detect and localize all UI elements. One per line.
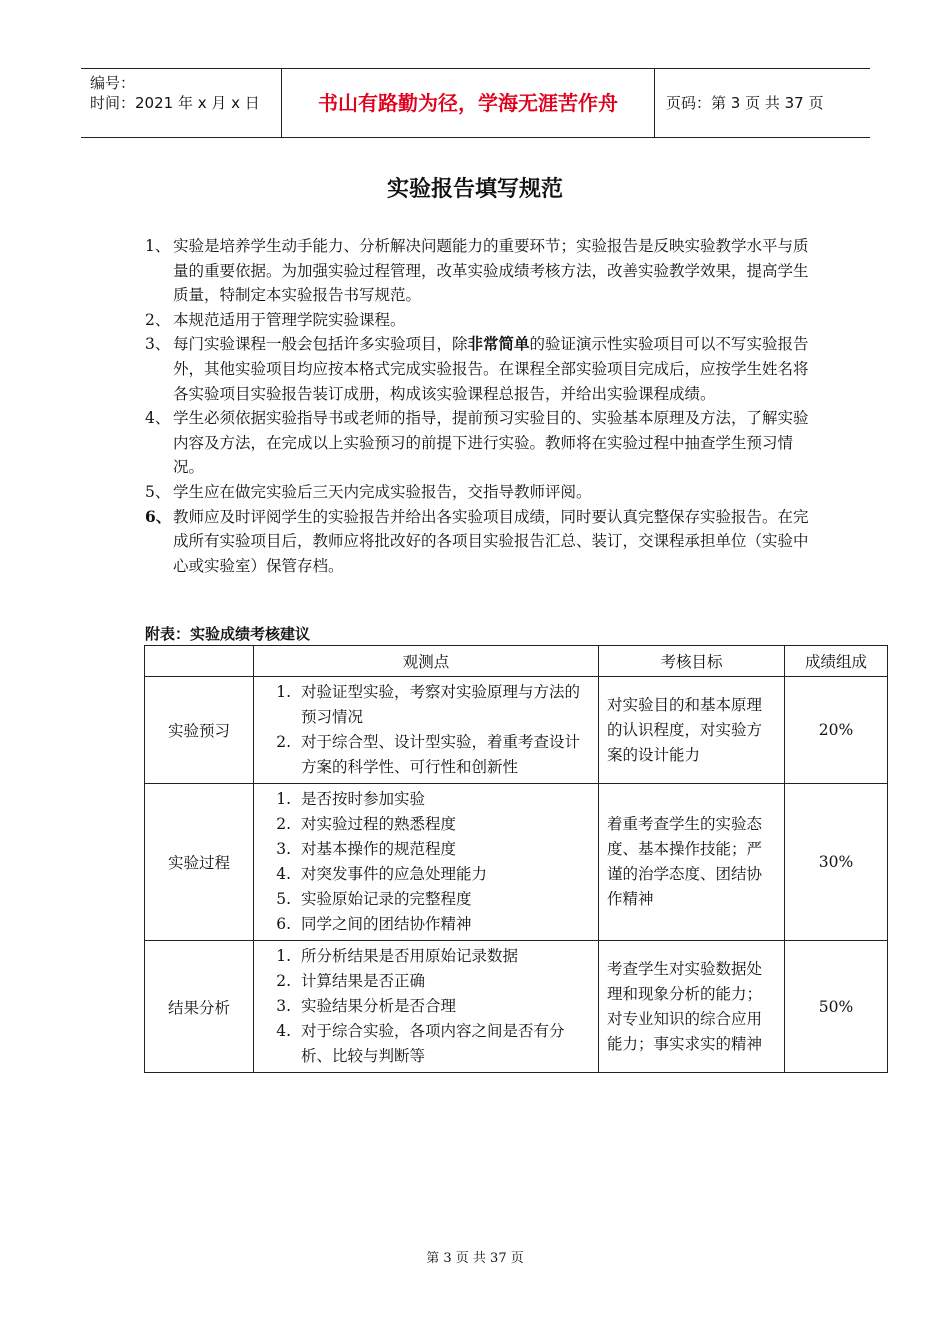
observation-item — [254, 787, 588, 812]
observation-number: 2. — [276, 972, 291, 990]
observation-text: 所分析结果是否用原始记录数据 — [301, 947, 519, 965]
observation-number: 3. — [276, 997, 291, 1015]
list-item — [145, 480, 815, 505]
list-item — [145, 234, 815, 308]
document-time: 时间：2021 年 x 月 x 日 — [90, 94, 260, 112]
observation-number: 1. — [276, 683, 291, 701]
observation-item — [254, 812, 588, 837]
observation-number: 3. — [276, 840, 291, 858]
page-info: 页码：第 3 页 共 37 页 — [666, 94, 824, 112]
observation-list — [254, 784, 598, 940]
table-row — [145, 784, 888, 941]
observation-text: 实验结果分析是否合理 — [301, 997, 457, 1015]
header-page-cell — [654, 69, 870, 137]
observation-number: 2. — [276, 733, 291, 751]
page-header — [81, 68, 870, 138]
observation-number: 4. — [276, 865, 291, 883]
score-cell: 50% — [785, 941, 888, 1073]
list-item — [145, 505, 815, 579]
item-number: 5、 — [145, 482, 171, 501]
observation-number: 2. — [276, 815, 291, 833]
observation-text: 对突发事件的应急处理能力 — [301, 865, 488, 883]
observation-number: 4. — [276, 1022, 291, 1040]
header-cell-empty — [145, 646, 254, 677]
document-number: 编号： — [90, 74, 136, 92]
observation-item — [254, 837, 588, 862]
table-row — [145, 677, 888, 784]
observation-item — [254, 680, 588, 730]
assessment-table — [144, 645, 888, 1073]
header-cell-observation: 观测点 — [254, 646, 599, 677]
item-number: 2、 — [145, 310, 171, 329]
score-cell: 20% — [785, 677, 888, 784]
observation-text: 同学之间的团结协作精神 — [301, 915, 472, 933]
observation-list — [254, 677, 598, 783]
item-text: 教师应及时评阅学生的实验报告并给出各实验项目成绩，同时要认真完整保存实验报告。在完成所有实验项目后，教师应将批改好的各项目实验报告汇总、装订，交课程承担单位（实验中心或实验室）保管存档。 — [173, 507, 809, 575]
goal-cell: 着重考查学生的实验态度、基本操作技能；严谨的治学态度、团结协作精神 — [599, 784, 785, 941]
document-title: 实验报告填写规范 — [386, 177, 563, 202]
table-header-row — [145, 646, 888, 677]
observation-text: 实验原始记录的完整程度 — [301, 890, 472, 908]
observation-item — [254, 994, 588, 1019]
stage-cell: 实验过程 — [145, 784, 254, 941]
motto: 书山有路勤为径，学海无涯苦作舟 — [318, 91, 618, 115]
observation-text: 对实验过程的熟悉程度 — [301, 815, 457, 833]
rules-list — [145, 234, 815, 578]
observation-item — [254, 1019, 588, 1069]
item-number: 6、 — [145, 506, 172, 526]
item-text: 本规范适用于管理学院实验课程。 — [173, 310, 406, 329]
header-motto-cell — [281, 69, 655, 137]
item-number: 1、 — [145, 237, 171, 255]
observation-number: 1. — [276, 947, 291, 965]
observation-number: 5. — [276, 890, 291, 908]
list-item — [145, 332, 815, 406]
observation-cell — [254, 784, 599, 941]
stage-cell: 实验预习 — [145, 677, 254, 784]
observation-cell — [254, 941, 599, 1073]
item-text — [173, 332, 815, 406]
observation-list — [254, 941, 598, 1072]
header-cell-goal: 考核目标 — [599, 646, 785, 677]
observation-item — [254, 912, 588, 937]
observation-text: 对于综合实验，各项内容之间是否有分析、比较与判断等 — [301, 1022, 565, 1065]
item-number: 4、 — [145, 409, 171, 428]
observation-number: 6. — [276, 915, 291, 933]
goal-cell: 考查学生对实验数据处理和现象分析的能力；对专业知识的综合应用能力；事实求实的精神 — [599, 941, 785, 1073]
observation-text: 对验证型实验，考察对实验原理与方法的预习情况 — [301, 683, 581, 726]
item-text: 学生必须依据实验指导书或老师的指导，提前预习实验目的、实验基本原理及方法，了解实验内容及方法，在完成以上实验预习的前提下进行实验。教师将在实验过程中抽查学生预习情况。 — [173, 409, 809, 477]
observation-text: 计算结果是否正确 — [301, 972, 426, 990]
header-meta — [81, 69, 281, 137]
observation-text: 对基本操作的规范程度 — [301, 840, 457, 858]
item-number: 3、 — [145, 335, 171, 354]
appendix-title: 附表：实验成绩考核建议 — [145, 625, 311, 643]
item-text: 学生应在做完实验后三天内完成实验报告，交指导教师评阅。 — [173, 482, 592, 501]
observation-item — [254, 887, 588, 912]
observation-text: 是否按时参加实验 — [301, 790, 426, 808]
stage-cell: 结果分析 — [145, 941, 254, 1073]
observation-item — [254, 730, 588, 780]
item-text-end: 的验证演示性实验项目可以不写实验报告外，其他实验项目均应按本格式完成实验报告。在课程全部实验项目完成后，应按学生姓名将各实验项目实验报告装订成册，构成该实验课程总报告，并给出实验课程成绩。 — [173, 335, 809, 403]
item-text: 实验是培养学生动手能力、分析解决问题能力的重要环节；实验报告是反映实验教学水平与质量的重要依据。为加强实验过程管理，改革实验成绩考核方法，改善实验教学效果，提高学生质量，特制定本实验报告书写规范。 — [173, 237, 809, 305]
page-footer: 第 3 页 共 37 页 — [426, 1251, 524, 1266]
observation-item — [254, 944, 588, 969]
observation-number: 1. — [276, 790, 291, 808]
list-item — [145, 406, 815, 480]
observation-item — [254, 862, 588, 887]
table-row — [145, 941, 888, 1073]
goal-cell: 对实验目的和基本原理的认识程度，对实验方案的设计能力 — [599, 677, 785, 784]
observation-text: 对于综合型、设计型实验，着重考查设计方案的科学性、可行性和创新性 — [301, 733, 581, 776]
observation-item — [254, 969, 588, 994]
list-item — [145, 308, 815, 333]
observation-cell — [254, 677, 599, 784]
score-cell: 30% — [785, 784, 888, 941]
emphasis-text: 非常简单 — [467, 334, 530, 354]
header-cell-score: 成绩组成 — [785, 646, 888, 677]
item-text-start: 每门实验课程一般会包括许多实验项目，除 — [173, 335, 468, 354]
